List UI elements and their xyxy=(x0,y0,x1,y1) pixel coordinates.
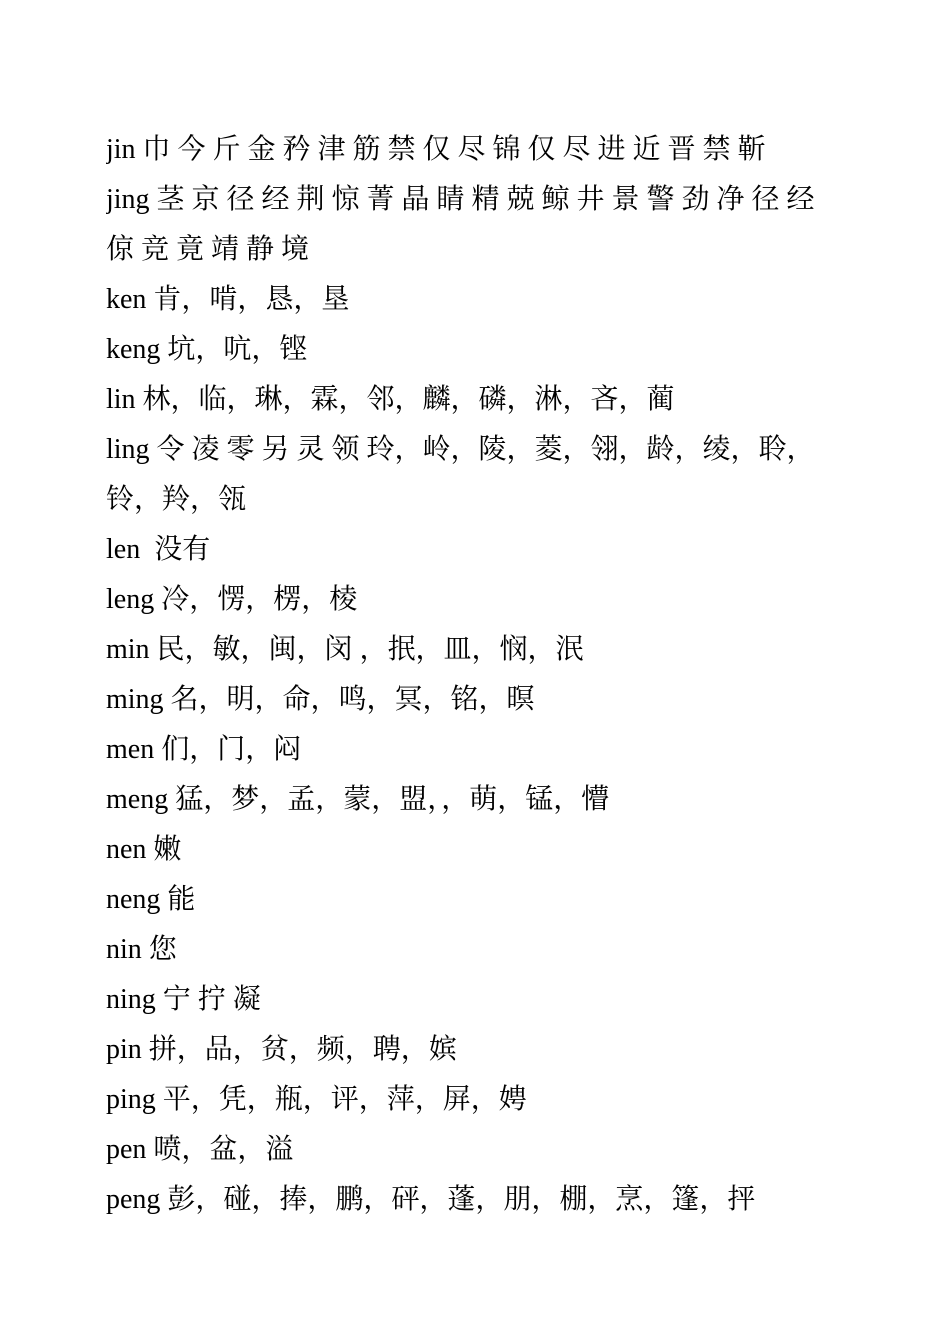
document-body xyxy=(106,125,846,1225)
text-line: keng 坑，吭，铿 xyxy=(106,334,308,365)
text-line: pin 拼，品，贫，频，聘，嫔 xyxy=(106,1034,457,1065)
text-line: men 们，门，闷 xyxy=(106,734,302,765)
text-line: ken 肯，啃，恳，垦 xyxy=(106,284,350,315)
text-line: 铃，羚，瓴 xyxy=(106,484,247,515)
text-line: ping 平，凭，瓶，评，萍，屏，娉 xyxy=(106,1084,527,1115)
text-line: leng 冷，愣，楞，棱 xyxy=(106,584,358,615)
text-line: len 没有 xyxy=(106,534,211,565)
text-line: ling 令 凌 零 另 灵 领 玲，岭，陵，菱，翎，龄，绫，聆， xyxy=(106,434,815,465)
text-line: 倞 竞 竟 靖 静 境 xyxy=(106,234,310,265)
text-line: lin 林，临，琳，霖，邻，麟，磷，淋，吝，蔺 xyxy=(106,384,675,415)
text-line: ming 名，明，命，鸣，冥，铭，暝 xyxy=(106,684,535,715)
text-line: min 民，敏，闽，闵 ，抿，皿，悯，泯 xyxy=(106,634,584,665)
text-line: nin 您 xyxy=(106,934,177,965)
text-line: neng 能 xyxy=(106,884,196,915)
text-line: nen 嫩 xyxy=(106,834,182,865)
text-line: pen 喷，盆，溢 xyxy=(106,1134,294,1165)
text-line: jing 茎 京 径 经 荆 惊 菁 晶 睛 精 兢 鲸 井 景 警 劲 净 径 经 xyxy=(106,184,815,215)
text-line: ning 宁 拧 凝 xyxy=(106,984,261,1015)
text-line: peng 彭，碰，捧，鹏，砰，蓬，朋，棚，烹，篷，抨 xyxy=(106,1184,756,1215)
text-line: meng 猛，梦，孟，蒙，盟，，萌，锰，懵 xyxy=(106,784,610,815)
text-line: jin 巾 今 斤 金 矜 津 筋 禁 仅 尽 锦 仅 尽 进 近 晋 禁 靳 xyxy=(106,134,766,165)
